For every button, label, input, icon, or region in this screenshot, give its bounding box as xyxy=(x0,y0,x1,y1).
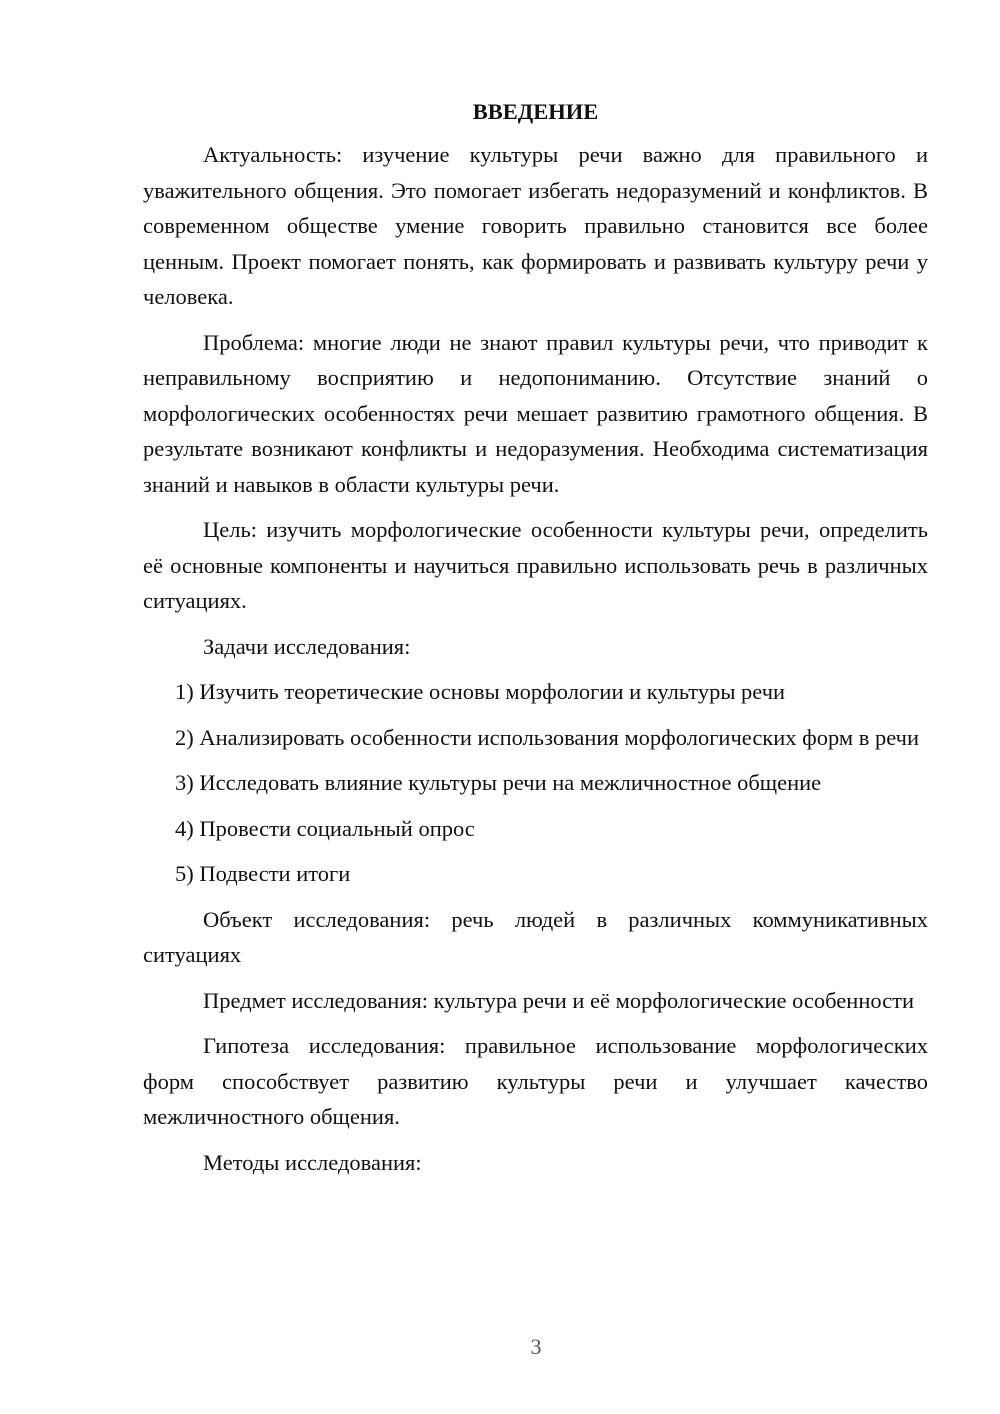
page-number: 3 xyxy=(530,1334,542,1359)
task-item-4: 4) Провести социальный опрос xyxy=(175,815,475,841)
paragraph-goal: Цель: изучить морфологические особенности культуры речи, определить её основные компоненты и научиться правильно использовать речь в различных ситуациях. xyxy=(143,517,928,613)
paragraph-methods: Методы исследования: xyxy=(203,1149,422,1175)
section-heading: ВВЕДЕНИЕ xyxy=(472,99,599,124)
task-item-2: 2) Анализировать особенности использования морфологических форм в речи xyxy=(175,724,920,750)
task-item-3: 3) Исследовать влияние культуры речи на межличностное общение xyxy=(175,770,822,795)
paragraph-subject: Предмет исследования: культура речи и её морфологические особенности xyxy=(203,987,915,1013)
page-content xyxy=(143,97,928,1190)
paragraph-tasks-title: Задачи исследования: xyxy=(203,633,411,659)
paragraph-problem: Проблема: многие люди не знают правил культуры речи, что приводит к неправильному восприятию и недопониманию. Отсутствие знаний о морфологических особенностях речи мешает развитию грамотного общения. В результате возникают конфликты и недоразумения. Необходима систематизация знаний и навыков в области культуры речи. xyxy=(143,329,928,497)
paragraph-hypothesis: Гипотеза исследования: правильное использование морфологических форм способствует развитию культуры речи и улучшает качество межличностного общения. xyxy=(143,1033,928,1129)
paragraph-object: Объект исследования: речь людей в различных коммуникативных ситуациях xyxy=(143,906,928,967)
paragraph-relevance: Актуальность: изучение культуры речи важно для правильного и уважительного общения. Это помогает избегать недоразумений и конфликтов. В современном обществе умение говорить правильно становится все более ценным. Проект помогает понять, как формировать и развивать культуру речи у человека. xyxy=(143,142,928,309)
task-item-5: 5) Подвести итоги xyxy=(175,861,351,886)
task-item-1: 1) Изучить теоретические основы морфологии и культуры речи xyxy=(175,679,786,704)
